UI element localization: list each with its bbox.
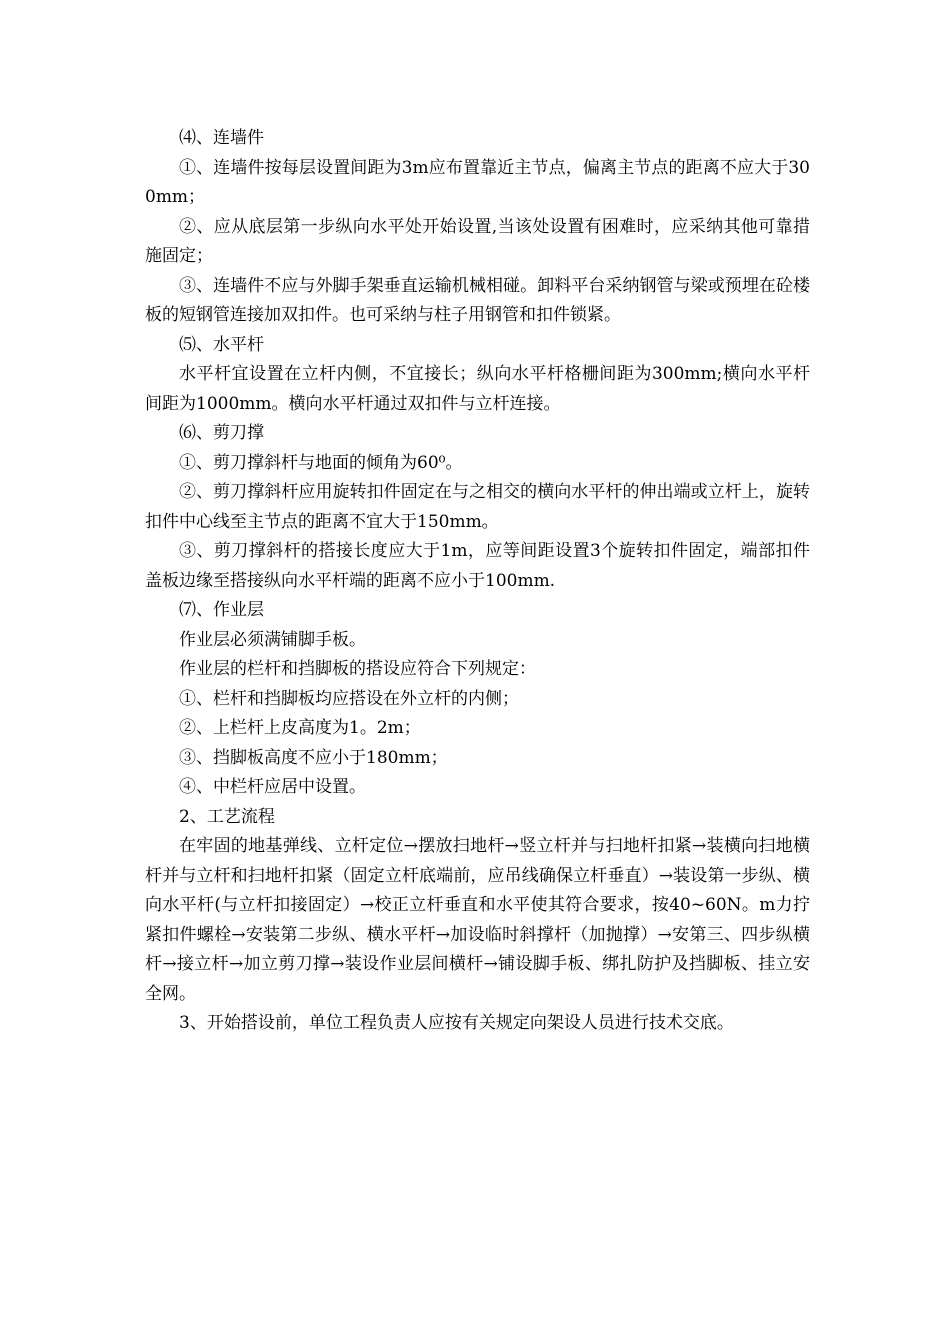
- section-heading-horizontal-bars: ⑸、水平杆: [179, 334, 264, 355]
- paragraph-item: ③、剪刀撑斜杆的搭接长度应大于1m，应等间距设置3个旋转扣件固定，端部扣件盖板边缘至搭接纵向水平杆端的距离不应小于100mm.: [145, 541, 810, 591]
- paragraph-item: ④、中栏杆应居中设置。: [179, 777, 366, 797]
- paragraph-item: ①、栏杆和挡脚板均应搭设在外立杆的内侧；: [179, 688, 519, 709]
- paragraph-item: ①、连墙件按每层设置间距为3m应布置靠近主节点，偏离主节点的距离不应大于300mm；: [145, 157, 810, 207]
- paragraph-item: 水平杆宜设置在立杆内侧，不宜接长；纵向水平杆格栅间距为300mm;横向水平杆间距为1000mm。横向水平杆通过双扣件与立杆连接。: [145, 364, 810, 414]
- section-heading-process-flow: 2、工艺流程: [179, 806, 275, 827]
- paragraph-item: 作业层必须满铺脚手板。: [179, 629, 366, 650]
- section-heading-wall-ties: ⑷、连墙件: [179, 128, 264, 148]
- paragraph-item: ①、剪刀撑斜杆与地面的倾角为60⁰。: [179, 452, 463, 473]
- paragraph-item: ②、应从底层第一步纵向水平处开始设置,当该处设置有困难时，应采纳其他可靠措施固定；: [145, 216, 810, 266]
- document-body: [145, 124, 810, 1039]
- paragraph-item: ③、连墙件不应与外脚手架垂直运输机械相碰。卸料平台采纳钢管与梁或预埋在砼楼板的短钢管连接加双扣件。也可采纳与柱子用钢管和扣件锁紧。: [145, 275, 810, 325]
- paragraph-item: 在牢固的地基弹线、立杆定位→摆放扫地杆→竖立杆并与扫地杆扣紧→装横向扫地横杆并与立杆和扫地杆扣紧（固定立杆底端前，应吊线确保立杆垂直）→装设第一步纵、横向水平杆(与立杆扣接固定）→校正立杆垂直和水平使其符合要求，按40~60N。m力拧紧扣件螺栓→安装第二步纵、横水平杆→加设临时斜撑杆（加抛撑）→安第三、四步纵横杆→接立杆→加立剪刀撑→装设作业层间横杆→铺设脚手板、绑扎防护及挡脚板、挂立安全网。: [145, 836, 810, 1004]
- paragraph-item: ③、挡脚板高度不应小于180mm；: [179, 747, 448, 768]
- paragraph-item: 作业层的栏杆和挡脚板的搭设应符合下列规定：: [179, 659, 536, 679]
- paragraph-item: ②、上栏杆上皮高度为1。2m；: [179, 718, 421, 738]
- section-heading-working-layer: ⑺、作业层: [179, 600, 264, 620]
- paragraph-item: 3、开始搭设前，单位工程负责人应按有关规定向架设人员进行技术交底。: [179, 1013, 734, 1033]
- section-heading-cross-bracing: ⑹、剪刀撑: [179, 423, 264, 443]
- paragraph-item: ②、剪刀撑斜杆应用旋转扣件固定在与之相交的横向水平杆的伸出端或立杆上，旋转扣件中心线至主节点的距离不宜大于150mm。: [145, 482, 810, 532]
